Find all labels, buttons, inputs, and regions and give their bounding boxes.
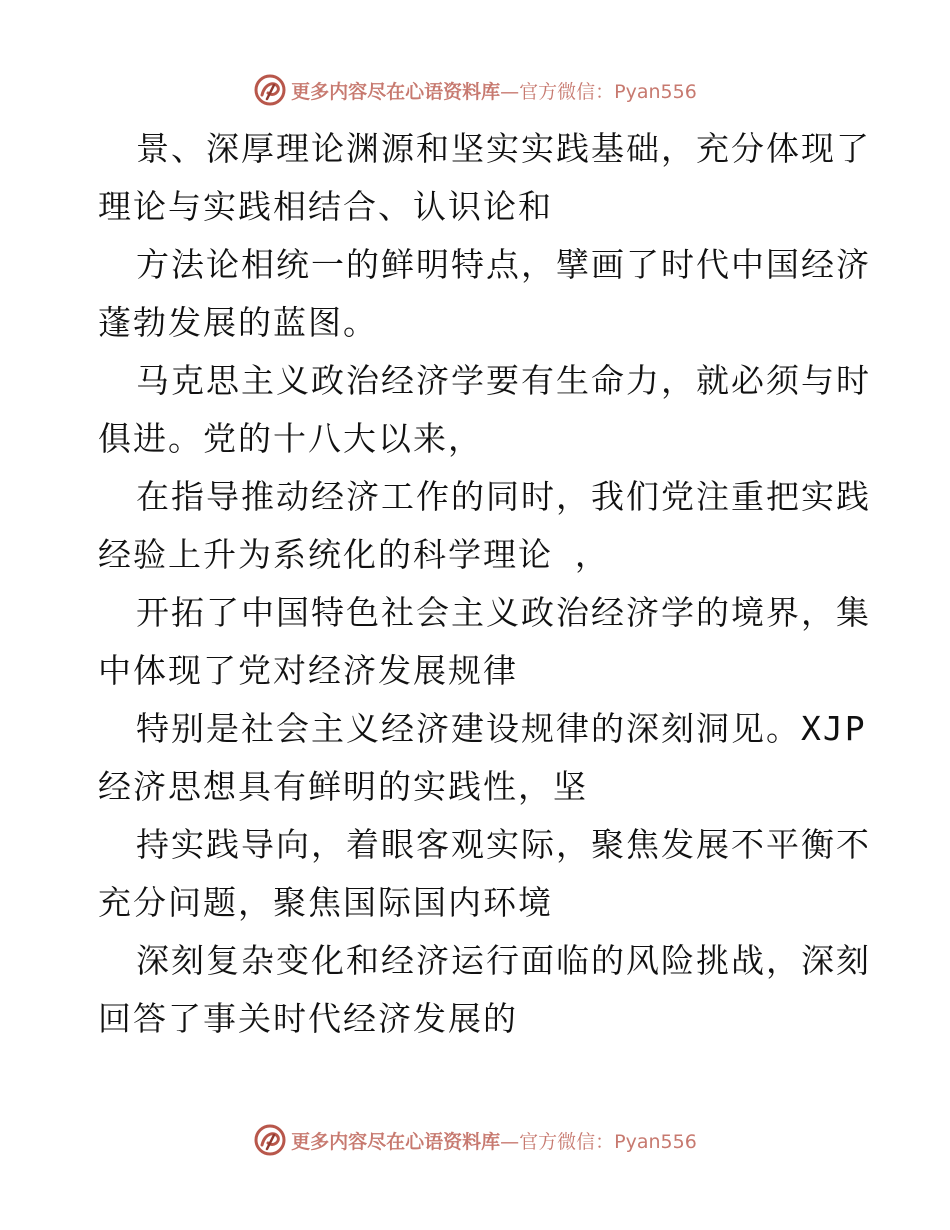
body-line: 特别是社会主义经济建设规律的深刻洞见。XJP (136, 709, 867, 748)
body-line: 马克思主义政治经济学要有生命力，就必须与时 (136, 361, 871, 400)
header-contact-text: —官方微信：Pyan556 (500, 80, 697, 103)
footer-watermark (0, 1120, 950, 1160)
body-line: 在指导推动经济工作的同时，我们党注重把实践 (136, 477, 871, 516)
body-line: 理论与实践相结合、认识论和 (98, 187, 553, 226)
red-swirl-logo-icon (253, 73, 287, 107)
body-line: 持实践导向，着眼客观实际，聚焦发展不平衡不 (136, 825, 871, 864)
body-line: 蓬勃发展的蓝图。 (98, 303, 378, 342)
body-line: 俱进。党的十八大以来， (98, 419, 483, 458)
red-swirl-logo-icon (253, 1123, 287, 1157)
body-line: 深刻复杂变化和经济运行面临的风险挑战，深刻 (136, 941, 871, 980)
body-line: 景、深厚理论渊源和坚实实践基础，充分体现了 (136, 129, 871, 168)
body-line: 回答了事关时代经济发展的 (98, 999, 518, 1038)
document-body (98, 120, 871, 1048)
footer-brand-text: 更多内容尽在心语资料库 (291, 1130, 501, 1153)
header-watermark (0, 70, 950, 110)
body-line: 经验上升为系统化的科学理论 ， (98, 535, 610, 574)
body-line: 经济思想具有鲜明的实践性，坚 (98, 767, 588, 806)
body-line: 充分问题，聚焦国际国内环境 (98, 883, 553, 922)
footer-contact-text: —官方微信：Pyan556 (500, 1130, 697, 1153)
body-line: 方法论相统一的鲜明特点，擘画了时代中国经济 (136, 245, 871, 284)
header-brand-text: 更多内容尽在心语资料库 (291, 80, 501, 103)
body-line: 开拓了中国特色社会主义政治经济学的境界，集 (136, 593, 871, 632)
body-line: 中体现了党对经济发展规律 (98, 651, 518, 690)
